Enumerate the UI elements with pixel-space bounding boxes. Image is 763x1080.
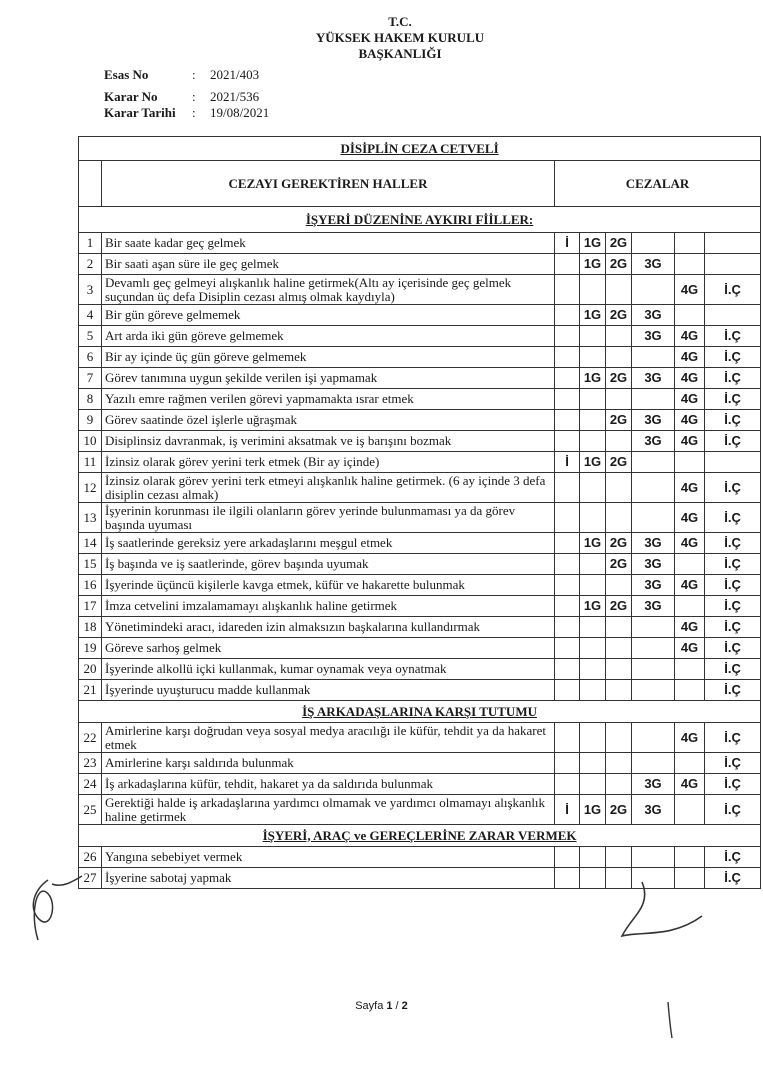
row-description: Bir saate kadar geç gelmek [102,233,555,254]
row-description: İşyerinin korunması ile ilgili olanların görev yerinde bulunmaması ya da görev başında uyuması [102,503,555,533]
row-number: 6 [79,347,102,368]
penalty-cell [555,326,580,347]
penalty-cell [606,617,632,638]
row-number: 20 [79,659,102,680]
table-body [79,137,761,889]
penalty-cell [675,305,705,326]
penalty-cell [606,680,632,701]
penalty-cell: 2G [606,554,632,575]
penalty-cell: 4G [675,617,705,638]
handwritten-signature-left [18,870,98,950]
row-number: 19 [79,638,102,659]
row-description: Gerektiği halde iş arkadaşlarına yardımcı olmamak ve yardımcı olmamayı alışkanlık haline getirmek [102,795,555,825]
penalty-cell [675,233,705,254]
penalty-cell: 3G [632,254,675,275]
row-description: Yangına sebebiyet vermek [102,847,555,868]
penalty-cell [632,753,675,774]
penalty-cell: 3G [632,554,675,575]
row-number: 24 [79,774,102,795]
row-number: 8 [79,389,102,410]
penalty-cell: 3G [632,533,675,554]
penalty-cell: 3G [632,410,675,431]
penalty-cell [606,347,632,368]
penalty-cell: İ.Ç [705,347,761,368]
penalty-cell [632,389,675,410]
page-footer [0,1000,763,1012]
penalty-cell: İ.Ç [705,431,761,452]
table-title: DİSİPLİN CEZA CETVELİ [340,140,499,156]
row-description: Disiplinsiz davranmak, iş verimini aksatmak ve iş barışını bozmak [102,431,555,452]
penalty-cell [580,503,606,533]
penalty-cell [580,680,606,701]
table-row [79,410,761,431]
column-header-cezalar: CEZALAR [625,175,690,191]
penalty-cell: 2G [606,596,632,617]
penalty-cell [555,503,580,533]
karar-tarihi-label: Karar Tarihi [104,105,176,120]
section-header-row [79,701,761,723]
penalty-cell [675,847,705,868]
section-title: İŞYERİ DÜZENİNE AYKIRI FİİLLER: [305,211,534,227]
table-row [79,638,761,659]
penalty-cell [555,410,580,431]
row-number: 22 [79,723,102,753]
row-number: 12 [79,473,102,503]
penalty-cell: 1G [580,233,606,254]
penalty-cell [555,575,580,596]
row-description: Devamlı geç gelmeyi alışkanlık haline getirmek(Altı ay içerisinde geç gelmek suçundan üç defa Disiplin cezası almış olmak kaydıyla) [102,275,555,305]
table-row [79,347,761,368]
penalty-cell [632,347,675,368]
header-line-kurul: YÜKSEK HAKEM KURULU [315,30,485,45]
row-number: 1 [79,233,102,254]
row-number: 25 [79,795,102,825]
penalty-cell [580,275,606,305]
page-total: 2 [401,1000,408,1012]
penalty-cell: İ.Ç [705,410,761,431]
penalty-cell [632,680,675,701]
penalty-cell [580,473,606,503]
karar-tarihi-value: 19/08/2021 [210,105,270,120]
row-number: 7 [79,368,102,389]
penalty-cell: 2G [606,533,632,554]
penalty-cell: 1G [580,305,606,326]
row-description: İşyerinde uyuşturucu madde kullanmak [102,680,555,701]
row-number: 4 [79,305,102,326]
penalty-cell [705,254,761,275]
table-title-cell [79,137,761,161]
penalty-cell [555,753,580,774]
penalty-cell: İ.Ç [705,473,761,503]
penalty-cell: İ.Ç [705,868,761,889]
penalty-cell [705,305,761,326]
penalty-cell: İ.Ç [705,847,761,868]
penalty-cell [632,847,675,868]
penalty-cell: İ.Ç [705,368,761,389]
row-description: Yazılı emre rağmen verilen görevi yapmamakta ısrar etmek [102,389,555,410]
penalty-cell: İ.Ç [705,723,761,753]
penalty-cell: İ.Ç [705,503,761,533]
penalty-cell [606,723,632,753]
penalty-cell: 4G [675,533,705,554]
penalty-cell: 4G [675,473,705,503]
penalty-cell [632,617,675,638]
row-description: İş arkadaşlarına küfür, tehdit, hakaret ya da saldırıda bulunmak [102,774,555,795]
section-title-cell [79,701,761,723]
penalty-cell: 1G [580,452,606,473]
esas-no-label: Esas No [104,67,149,82]
row-description: İzinsiz olarak görev yerini terk etmek (Bir ay içinde) [102,452,555,473]
penalty-cell: 4G [675,503,705,533]
karar-no-value: 2021/536 [210,89,260,104]
row-description: İzinsiz olarak görev yerini terk etmeyi alışkanlık haline getirmek. (6 ay içinde 3 defa disiplin cezası almak) [102,473,555,503]
esas-no-row [104,66,259,83]
row-description: Yönetimindeki aracı, idareden izin almaksızın başkalarına kullandırmak [102,617,555,638]
penalty-cell [580,868,606,889]
penalty-cell: İ.Ç [705,659,761,680]
penalty-cell: 4G [675,431,705,452]
penalty-cell: İ.Ç [705,554,761,575]
penalty-cell [580,554,606,575]
penalty-cell [632,659,675,680]
penalty-cell [580,617,606,638]
penalty-cell: 3G [632,326,675,347]
penalty-cell [606,847,632,868]
penalty-cell: 3G [632,431,675,452]
karar-no-label: Karar No [104,89,158,104]
row-description: Amirlerine karşı saldırıda bulunmak [102,753,555,774]
row-number: 18 [79,617,102,638]
row-number: 3 [79,275,102,305]
penalty-cell [675,596,705,617]
handwritten-signature-right [612,876,712,946]
table-row [79,554,761,575]
row-number: 15 [79,554,102,575]
row-number: 23 [79,753,102,774]
penalty-cell [555,868,580,889]
penalty-cell: 4G [675,326,705,347]
penalty-cell [606,503,632,533]
penalty-cell [675,795,705,825]
penalty-cell [555,368,580,389]
karar-tarihi-row [104,104,269,121]
penalty-cell: 2G [606,254,632,275]
penalty-cell [606,389,632,410]
penalty-cell [606,431,632,452]
penalty-cell: 4G [675,275,705,305]
row-description: İş başında ve iş saatlerinde, görev başında uyumak [102,554,555,575]
column-header-row [79,161,761,207]
penalty-cell [606,638,632,659]
penalty-cell [580,431,606,452]
disiplin-ceza-cetveli-table [78,136,761,889]
esas-no-value: 2021/403 [210,67,260,82]
section-title: İŞ ARKADAŞLARINA KARŞI TUTUMU [302,703,537,719]
table-row [79,533,761,554]
penalty-cell: 2G [606,410,632,431]
penalty-cell: 1G [580,596,606,617]
title-row [79,137,761,161]
penalty-cell [555,847,580,868]
penalty-cell [606,575,632,596]
penalty-cell [555,347,580,368]
row-description: Bir saati aşan süre ile geç gelmek [102,254,555,275]
header-line-tc: T.C. [388,14,412,29]
penalty-cell: İ.Ç [705,795,761,825]
column-header-haller: CEZAYI GEREKTİREN HALLER [228,175,428,191]
penalty-cell [555,533,580,554]
penalty-cell: 3G [632,305,675,326]
penalty-cell [632,638,675,659]
row-description: İmza cetvelini imzalamamayı alışkanlık haline getirmek [102,596,555,617]
penalty-cell [580,347,606,368]
row-number: 16 [79,575,102,596]
penalty-cell [580,410,606,431]
row-number: 10 [79,431,102,452]
penalty-cell [555,473,580,503]
page-separator: / [392,1000,402,1012]
institution-header [280,14,520,62]
penalty-cell: 1G [580,368,606,389]
table-row [79,389,761,410]
penalty-cell [580,326,606,347]
row-description: İşyerinde üçüncü kişilerle kavga etmek, küfür ve hakarette bulunmak [102,575,555,596]
row-description: Art arda iki gün göreve gelmemek [102,326,555,347]
page-prefix: Sayfa [355,1000,387,1012]
row-description: Görev tanımına uygun şekilde verilen işi yapmamak [102,368,555,389]
penalty-cell: İ.Ç [705,596,761,617]
penalty-cell: İ [555,795,580,825]
penalty-cell: İ.Ç [705,533,761,554]
penalty-cell [555,554,580,575]
penalty-cell [580,753,606,774]
penalty-cell [580,659,606,680]
table-row [79,617,761,638]
section-title: İŞYERİ, ARAÇ ve GEREÇLERİNE ZARAR VERMEK [262,827,577,843]
karar-tarihi-colon: : [192,105,196,120]
penalty-cell [705,233,761,254]
penalty-cell [580,389,606,410]
penalty-cell [555,723,580,753]
row-description: Bir gün göreve gelmemek [102,305,555,326]
penalty-cell: 3G [632,774,675,795]
table-row [79,431,761,452]
page-current: 1 [386,1000,393,1012]
header-haller-cell [102,161,555,207]
row-number: 13 [79,503,102,533]
penalty-cell [580,638,606,659]
penalty-cell [555,659,580,680]
row-number: 17 [79,596,102,617]
penalty-cell [675,554,705,575]
table-row [79,753,761,774]
penalty-cell: 1G [580,254,606,275]
table-row [79,659,761,680]
table-row [79,503,761,533]
penalty-cell [606,774,632,795]
penalty-cell [632,233,675,254]
row-description: İşyerine sabotaj yapmak [102,868,555,889]
table-row [79,326,761,347]
row-number: 11 [79,452,102,473]
section-title-cell [79,825,761,847]
penalty-cell: 4G [675,575,705,596]
penalty-cell: İ.Ç [705,774,761,795]
penalty-cell [632,275,675,305]
esas-no-colon: : [192,67,196,82]
penalty-cell: 4G [675,347,705,368]
penalty-cell [632,723,675,753]
penalty-cell: 3G [632,795,675,825]
penalty-cell [555,275,580,305]
penalty-cell [606,753,632,774]
penalty-cell: 2G [606,305,632,326]
penalty-cell: 4G [675,389,705,410]
header-no-cell [79,161,102,207]
penalty-cell: 4G [675,410,705,431]
penalty-cell [555,680,580,701]
penalty-cell: 1G [580,795,606,825]
header-cezalar-cell [555,161,761,207]
penalty-cell [705,452,761,473]
section-header-row [79,825,761,847]
penalty-cell: 3G [632,368,675,389]
table-row [79,254,761,275]
penalty-cell: 3G [632,575,675,596]
penalty-cell [606,326,632,347]
row-description: Görev saatinde özel işlerle uğraşmak [102,410,555,431]
penalty-cell [632,452,675,473]
row-number: 27 [79,868,102,889]
penalty-cell [606,275,632,305]
header-line-baskanlik: BAŞKANLIĞI [358,46,442,61]
penalty-cell: 4G [675,638,705,659]
penalty-cell [580,723,606,753]
row-description: Amirlerine karşı doğrudan veya sosyal medya aracılığı ile küfür, tehdit ya da hakaret etmek [102,723,555,753]
penalty-cell [555,431,580,452]
table-row [79,847,761,868]
penalty-cell [606,473,632,503]
penalty-cell: 1G [580,533,606,554]
penalty-cell: 2G [606,368,632,389]
penalty-cell: 4G [675,774,705,795]
table-row [79,596,761,617]
penalty-cell: İ.Ç [705,275,761,305]
penalty-cell [555,254,580,275]
penalty-cell: 2G [606,233,632,254]
table-row [79,774,761,795]
penalty-cell [580,847,606,868]
table-row [79,473,761,503]
row-description: İşyerinde alkollü içki kullanmak, kumar oynamak veya oynatmak [102,659,555,680]
penalty-cell [555,596,580,617]
penalty-cell [555,617,580,638]
table-row [79,305,761,326]
penalty-cell [555,389,580,410]
penalty-cell [632,473,675,503]
penalty-cell: İ.Ç [705,753,761,774]
penalty-cell: 2G [606,452,632,473]
row-number: 9 [79,410,102,431]
penalty-cell: İ.Ç [705,617,761,638]
penalty-cell: 4G [675,368,705,389]
penalty-cell: İ.Ç [705,575,761,596]
penalty-cell [580,575,606,596]
penalty-cell [555,305,580,326]
penalty-cell: İ.Ç [705,389,761,410]
row-description: Bir ay içinde üç gün göreve gelmemek [102,347,555,368]
penalty-cell: İ [555,452,580,473]
penalty-cell: İ [555,233,580,254]
table-row [79,452,761,473]
section-header-row [79,207,761,233]
row-number: 5 [79,326,102,347]
penalty-cell [580,774,606,795]
row-number: 26 [79,847,102,868]
table-row [79,680,761,701]
table-row [79,233,761,254]
penalty-cell [606,659,632,680]
karar-no-row [104,88,259,105]
penalty-cell [675,753,705,774]
row-number: 14 [79,533,102,554]
penalty-cell: 2G [606,795,632,825]
penalty-cell [632,503,675,533]
penalty-cell [675,659,705,680]
table-row [79,723,761,753]
table-row [79,575,761,596]
row-number: 21 [79,680,102,701]
table-row [79,795,761,825]
row-description: Göreve sarhoş gelmek [102,638,555,659]
row-number: 2 [79,254,102,275]
penalty-cell: İ.Ç [705,680,761,701]
penalty-cell [555,774,580,795]
section-title-cell [79,207,761,233]
penalty-cell [675,452,705,473]
penalty-cell [675,680,705,701]
penalty-cell: İ.Ç [705,638,761,659]
penalty-cell: 4G [675,723,705,753]
penalty-cell: 3G [632,596,675,617]
table-row [79,275,761,305]
penalty-cell: İ.Ç [705,326,761,347]
row-description: İş saatlerinde gereksiz yere arkadaşlarını meşgul etmek [102,533,555,554]
penalty-cell [555,638,580,659]
penalty-cell [675,254,705,275]
karar-no-colon: : [192,89,196,104]
table-row [79,368,761,389]
